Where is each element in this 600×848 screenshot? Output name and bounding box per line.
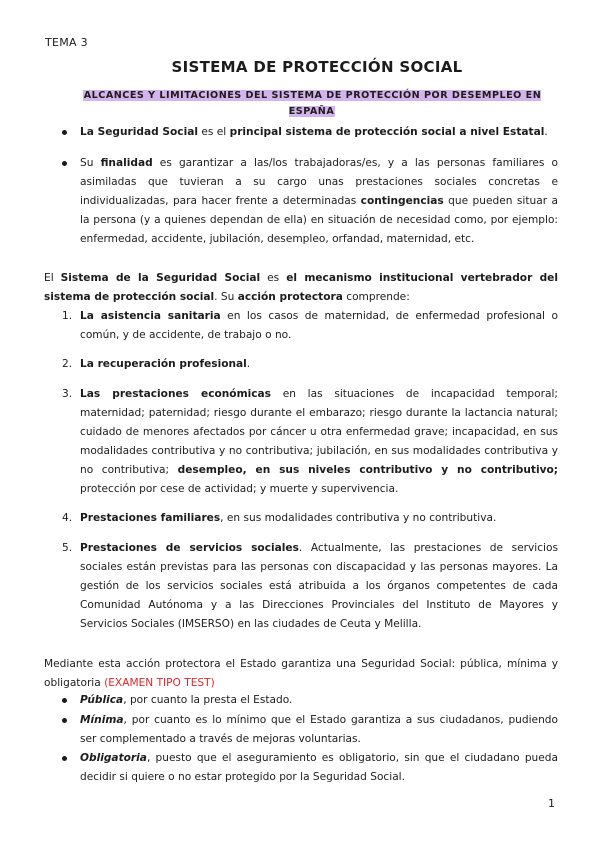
closing-paragraph [44,655,558,693]
closing-bullet-1 [80,691,558,710]
page-title: SISTEMA DE PROTECCIÓN SOCIAL [171,58,463,76]
bullet-dot [62,161,67,166]
text-run: . [246,358,251,370]
text-run: en los casos de maternidad, de enfermedad profesional o común, y de accidente, de trabajo o no. [80,310,558,341]
bullet-dot [62,718,67,723]
text-run: en las situaciones de incapacidad temporal; maternidad; paternidad; riesgo durante el embarazo; riesgo durante la lactancia natural; cuidado de menores afectados por cáncer u otra enfermedad grave; incapacidad, en sus modalidades contributiva y no contributiva; jubilación, en sus modalidades contributiva y no contributiva; [80,388,558,476]
bold-term: Sistema de la Seguridad Social [60,272,261,284]
intro-bullet-1 [80,123,555,142]
section-intro-paragraph [44,269,558,307]
text-run: , por cuanto es lo mínimo que el Estado garantiza a sus ciudadanos, pudiendo ser complementado a través de mejoras voluntarias. [80,714,558,745]
text-run: El [44,272,61,284]
numbered-item-4 [80,509,558,528]
bullet-dot [62,130,67,135]
bold-term: Pública [80,694,124,706]
text-run: comprende: [342,291,410,303]
bold-term: desempleo, en sus niveles contributivo y no contributivo; [177,464,558,476]
page-subtitle [74,88,550,120]
text-run: Su [80,157,101,169]
exam-note: (EXAMEN TIPO TEST) [104,677,215,689]
bold-term: Las prestaciones económicas [80,388,271,400]
numbered-item-1 [80,307,558,345]
closing-bullet-2 [80,711,558,749]
bullet-dot [62,698,67,703]
bold-term: La asistencia sanitaria [80,310,221,322]
text-run: . Su [214,291,238,303]
topic-label: TEMA 3 [45,36,88,49]
list-number: 1. [62,310,73,322]
text-run: , en sus modalidades contributiva y no contributiva. [220,512,497,524]
bold-term: La Seguridad Social [80,126,198,138]
subtitle-text: ALCANCES Y LIMITACIONES DEL SISTEMA DE PROTECCIÓN POR DESEMPLEO EN ESPAÑA [83,90,542,117]
bold-term: Prestaciones de servicios sociales [80,542,299,554]
text-run: es el [198,126,230,138]
bullet-dot [62,756,67,761]
list-number: 2. [62,358,73,370]
text-run: es garantizar a las/los trabajadoras/es, y a las personas familiares o asimiladas que tuvieran a su cargo unas prestaciones sociales concretas e individualizadas, para hacer frente a determinadas [80,157,558,207]
text-run: . Actualmente, las prestaciones de servicios sociales están previstas para las personas con discapacidad y las personas mayores. La gestión de los servicios sociales está atribuida a los órganos competentes de cada Comunidad Autónoma y a las Direcciones Provinciales del Instituto de Mayores y Servicios Sociales (IMSERSO) en las ciudades de Ceuta y Melilla. [80,542,558,630]
bold-term: contingencias [360,195,444,207]
text-run: , por cuanto la presta el Estado. [123,694,293,706]
list-number: 3. [62,388,73,400]
bold-term: Obligatoria [80,752,147,764]
text-run: protección por cese de actividad; y muerte y supervivencia. [80,483,399,495]
bold-term: el mecanismo institucional vertebrador del sistema de protección social [44,272,558,303]
text-run: . [544,126,548,138]
list-number: 5. [62,542,73,554]
bold-term: La recuperación profesional [80,358,247,370]
numbered-item-2 [80,355,558,374]
bold-term: finalidad [100,157,153,169]
text-run: es [260,272,287,284]
text-run: que pueden situar a la persona (y a quienes dependan de ella) en situación de necesidad como, por ejemplo: enfermedad, accidente, jubilación, desempleo, orfandad, maternidad, etc. [80,195,558,245]
text-run: , puesto que el aseguramiento es obligatorio, sin que el ciudadano pueda decidir si quiere o no estar protegido por la Seguridad Social. [80,752,558,783]
bold-term: acción protectora [237,291,343,303]
numbered-item-5 [80,539,558,634]
closing-bullet-3 [80,749,558,787]
numbered-item-3 [80,385,558,499]
bold-term: Mínima [80,714,124,726]
bold-term: Prestaciones familiares [80,512,221,524]
text-run: Mediante esta acción protectora el Estado garantiza una Seguridad Social: pública, mínima y obligatoria [44,658,558,689]
page-number: 1 [548,797,555,810]
intro-bullet-2 [80,154,558,249]
list-number: 4. [62,512,73,524]
bold-term: principal sistema de protección social a nivel Estatal [229,126,545,138]
